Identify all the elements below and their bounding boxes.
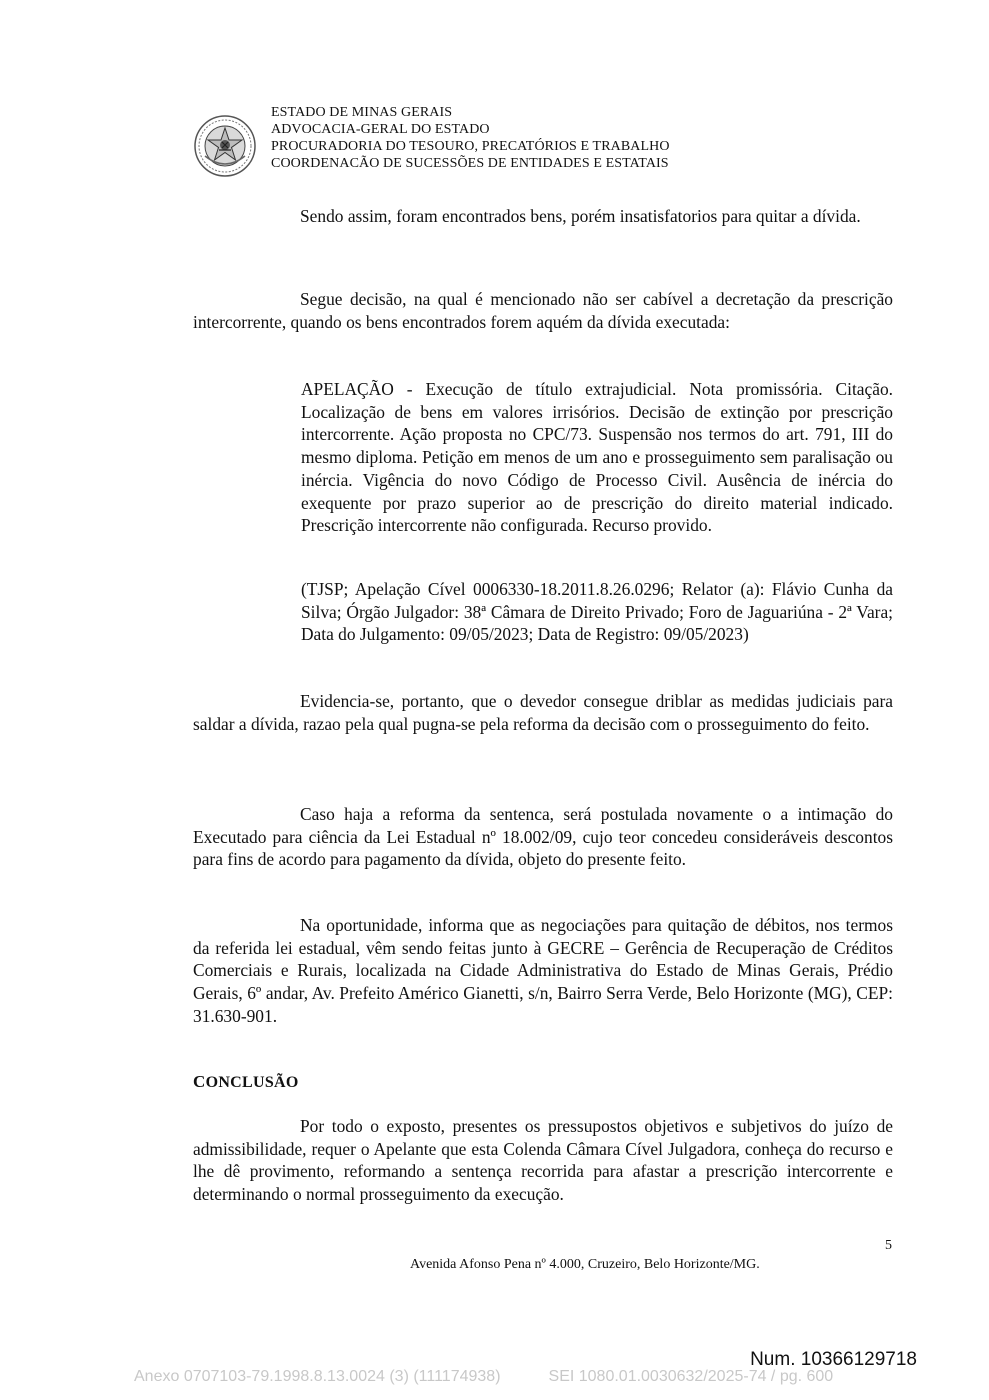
header-coordenacao: COORDENACÃO DE SUCESSÕES DE ENTIDADES E ESTATAIS [271,156,669,171]
sei-stamp [134,1368,833,1386]
paragraph-decisao: Segue decisão, na qual é mencionado não ser cabível a decretação da prescrição intercorrente, quando os bens encontrados forem aquém da dívida executada: [193,289,893,332]
state-seal-icon [193,114,257,178]
section-heading-conclusao [193,1072,299,1092]
quote-citation: (TJSP; Apelação Cível 0006330-18.2011.8.26.0296; Relator (a): Flávio Cunha da Silva; Órgão Julgador: 38ª Câmara de Direito Privado; Foro de Jaguariúna - 2ª Vara; Data do Julgamento: 09/05/2023; Data de Registro: 09/05/2023) [301,579,893,645]
heading-initial: C [193,1072,206,1091]
paragraph-evidencia: Evidencia-se, portanto, que o devedor consegue driblar as medidas judiciais para saldar a dívida, razao pela qual pugna-se pela reforma da decisão com o prosseguimento do feito. [193,691,893,734]
letterhead [271,104,670,172]
paragraph-negociacoes: Na oportunidade, informa que as negociações para quitação de débitos, nos termos da referida lei estadual, vêm sendo feitas junto à GECRE – Gerência de Recuperação de Créditos Comerciais e Rurais, localizada na Cidade Administrativa do Estado de Minas Gerais, Prédio Gerais, 6º andar, Av. Prefeito Américo Gianetti, s/n, Bairro Serra Verde, Belo Horizonte (MG), CEP: 31.630-901. [193,915,893,1026]
heading-rest: ONCLUSÃO [205,1074,299,1091]
paragraph-reforma: Caso haja a reforma da sentenca, será postulada novamente o a intimação do Executado para ciência da Lei Estadual nº 18.002/09, cujo teor concedeu consideráveis descontos para fins de acordo para pagamento da dívida, objeto do presente feito. [193,804,893,870]
sei-reference: SEI 1080.01.0030632/2025-74 / pg. 600 [548,1368,834,1385]
document-number-stamp: Num. 10366129718 [750,1349,917,1370]
footer-address: Avenida Afonso Pena nº 4.000, Cruzeiro, Belo Horizonte/MG. [410,1257,760,1272]
header-procuradoria: PROCURADORIA DO TESOURO, PRECATÓRIOS E TRABALHO [271,139,670,154]
paragraph-bens: Sendo assim, foram encontrados bens, porém insatisfatorios para quitar a dívida. [300,206,861,226]
paragraph-conclusao: Por todo o exposto, presentes os pressupostos objetivos e subjetivos do juízo de admissibilidade, requer o Apelante que esta Colenda Câmara Cível Julgadora, conheça do recurso e lhe dê provimento, reformando a sentença recorrida para afastar a prescrição intercorrente e determinando o normal prosseguimento da execução. [193,1116,893,1205]
page-number: 5 [885,1238,892,1253]
header-agency: ADVOCACIA-GERAL DO ESTADO [271,122,490,137]
header-state: ESTADO DE MINAS GERAIS [271,105,453,120]
quote-ementa: APELAÇÃO - Execução de título extrajudicial. Nota promissória. Citação. Localização de bens em valores irrisórios. Decisão de extinção por prescrição intercorrente. Ação proposta no CPC/73. Suspensão nos termos do art. 791, III do mesmo diploma. Petição em menos de um ano e prosseguimento sem paralisação ou inércia. Vigência do novo Código de Processo Civil. Ausência de inércia do exequente por prazo superior ao de prescrição do direito material indicado. Prescrição intercorrente não configurada. Recurso provido. [301,379,893,536]
annex-reference: Anexo 0707103-79.1998.8.13.0024 (3) (111174938) [134,1368,501,1385]
